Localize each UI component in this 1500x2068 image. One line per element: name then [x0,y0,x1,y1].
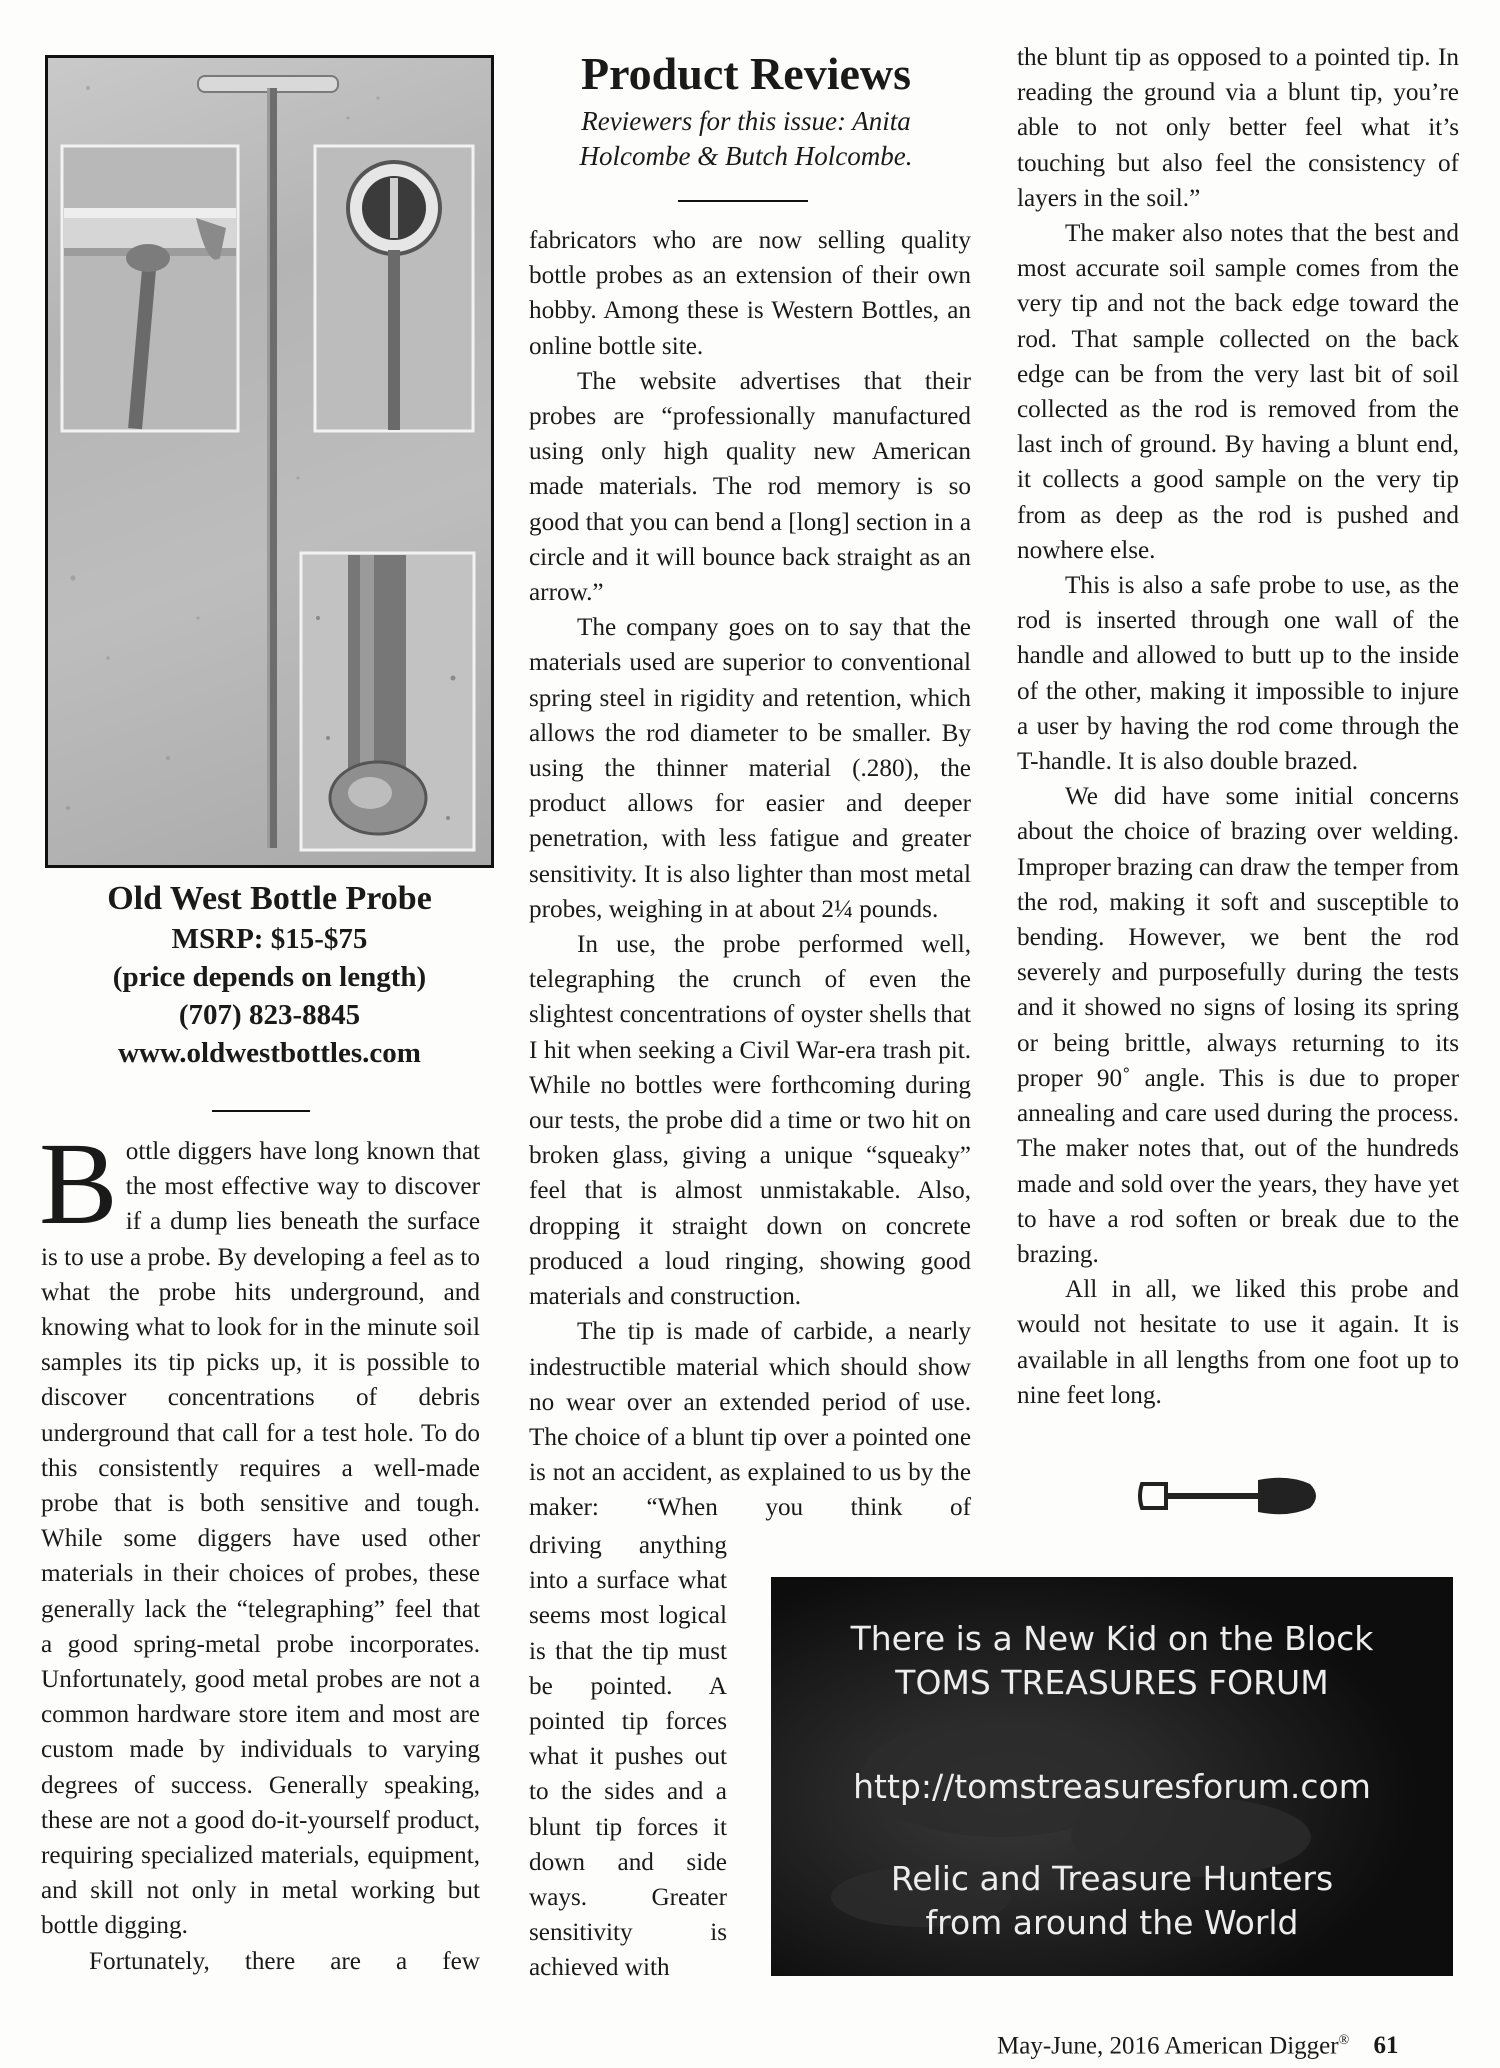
product-msrp: MSRP: $15-$75 [171,923,368,955]
probe-photo [45,55,494,868]
product-price-note: (price depends on length) [112,961,427,993]
inset-tip [301,553,474,850]
article-paragraph: The tip is made of carbide, a nearly indestructible material which should show no wear over an extended period of use. The choice of a blunt tip over a pointed one is not an accident, as explained to us by the maker: “When you think of [529,1318,971,1522]
reviewers-line-1: Reviewers for this issue: Anita [581,106,911,136]
product-name: Old West Bottle Probe [107,880,432,917]
article-column-3 [1017,40,1459,1413]
article-paragraph: We did have some initial concerns about the choice of brazing over welding. Improper brazing can draw the temper from the rod, making it soft and susceptible to bending. However, we bent the rod severely and purposefully during the tests and it showed no signs of losing its spring or being brittle, always returning to its proper 90˚ angle. This is due to proper annealing and care used during the process. The maker notes that, out of the hundreds made and sold over the years, they have yet to have a rod soften or break due to the brazing. [1017,783,1459,1268]
issue-date: May-June, 2016 [997,2032,1160,2060]
article-paragraph: The company goes on to say that the materials used are superior to conventional spring steel in rigidity and retention, which allows the rod diameter to be smaller. By using the thinner material (.280), the product allows for easier and deeper penetration, with less fatigue and greater sensitivity. It is also lighter than most metal probes, weighing in at about 2¼ pounds. [529,614,971,923]
article-paragraph: All in all, we liked this probe and would not hesitate to use it again. It is available in all lengths from one foot up to nine feet long. [1017,1276,1459,1409]
drop-cap: B [39,1118,118,1249]
article-paragraph: This is also a safe probe to use, as the rod is inserted through one wall of the handle and allowed to butt up to the inside of the other, making it impossible to injure a user by having the rod come through the T-handle. It is also double brazed. [1017,572,1459,776]
ad-tagline: There is a New Kid on the Block [850,1619,1374,1658]
caption-divider [212,1110,310,1112]
probe-illustration [48,58,491,865]
article-column-2 [529,223,971,1526]
paragraph-text: ottle diggers have long known that the most effective way to discover if a dump lies beneath the surface is to use a probe. By developing a feel as to what the probe hits underground, and knowing what to look for in the minute soil samples its tip picks up, it is possible to discover concentrations of debris underground that call for a test hole. To do this consistently requires a well-made probe that is both sensitive and tough. While some diggers have used other materials in their choices of probes, these generally lack the “telegraphing” feel that a good spring-metal probe incorporates. Unfortunately, good metal probes are not a common hardware store item and most are custom made by individuals to varying degrees of success. Generally speaking, these are not a good do-it-yourself product, requiring specialized materials, equipment, and skill not only in metal working but bottle digging. [41,1138,480,1940]
article-column-2-narrow [529,1528,727,1986]
ad-description-2: from around the World [925,1903,1299,1942]
article-paragraph: Fortunately, there are a few [89,1947,480,1975]
product-phone: (707) 823-8845 [178,999,361,1031]
product-website: www.oldwestbottles.com [118,1037,421,1069]
heading-divider [678,200,808,202]
article-paragraph: The maker also notes that the best and most accurate soil sample comes from the very tip and not the back edge toward the rod. That sample collected on the back edge can be from the very last bit of soil collected as the rod is removed from the last inch of ground. By having a blunt end, it collects a good sample on the very tip from as deep as the rod is pushed and nowhere else. [1017,220,1459,564]
ad-description-1: Relic and Treasure Hunters [890,1859,1334,1898]
forum-advertisement[interactable] [771,1577,1453,1976]
product-caption [45,878,494,1072]
inset-joint [62,146,238,431]
article-paragraph: In use, the probe performed well, telegraphing the crunch of even the slightest concentrations of oyster shells that I hit when seeking a Civil War-era trash pit. While no bottles were forthcoming during our tests, the probe did a time or two hit on broken glass, giving a unique “squeaky” feel that is almost unmistakable. Also, dropping it straight down on concrete produced a loud ringing, showing good materials and construction. [529,931,971,1311]
article-paragraph: The website advertises that their probes are “professionally manufactured using only high quality new American made materials. The rod memory is so good that you can bend a [long] section in a circle and it will bounce back straight as an arrow.” [529,367,971,607]
article-column-1 [39,1118,480,1979]
page-title: Product Reviews [580,48,912,99]
article-paragraph: the blunt tip as opposed to a pointed tip. In reading the ground via a blunt tip, you’re able to not only better feel what it’s touching but also feel the consistency of layers in the soil.” [1017,44,1459,212]
shovel-icon [1138,1470,1322,1522]
article-paragraph: fabricators who are now selling quality bottle probes as an extension of their own hobby. Among these is Western Bottles, an online bottle site. [529,227,971,360]
article-paragraph: driving anything into a surface what seems most logical is that the tip must be pointed. A pointed tip forces what it pushes out to the sides and a blunt tip forces it down and side ways. Greater sensitivity is achieved with [529,1532,727,1982]
registered-mark: ® [1338,2033,1350,2048]
magazine-name: American Digger [1164,2032,1339,2060]
page-number: 61 [1373,2032,1399,2060]
inset-end-view [315,146,473,431]
section-heading [526,44,966,174]
ad-forum-url[interactable]: http://tomstreasuresforum.com [853,1767,1371,1806]
article-paragraph [39,1118,480,1944]
page-footer [997,2026,1398,2061]
reviewers-line-2: Holcombe & Butch Holcombe. [579,141,913,171]
ad-forum-name: TOMS TREASURES FORUM [895,1663,1329,1702]
